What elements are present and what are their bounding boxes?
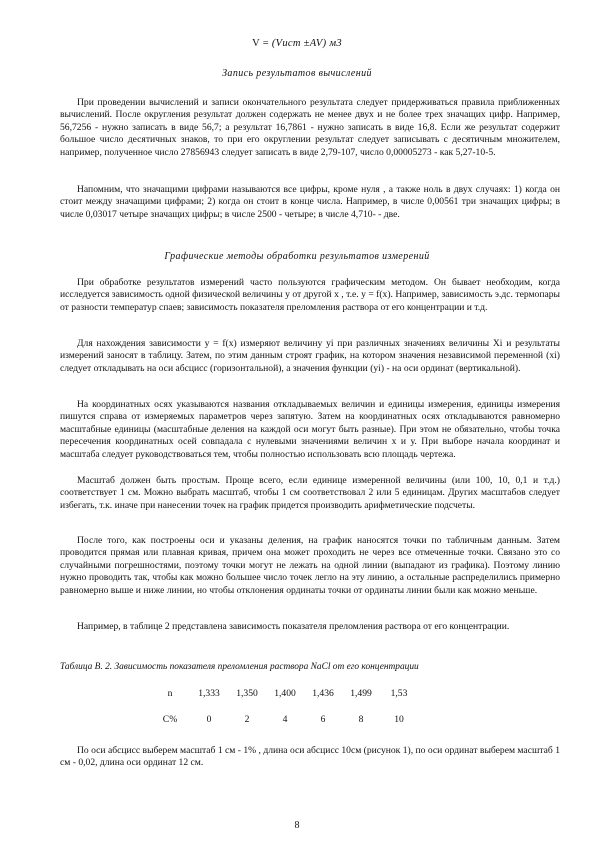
table-caption: Таблица В. 2. Зависимость показателя преломления раствора NaCl от его концентрации [60, 662, 419, 672]
paragraph-axis-scale-choice: По оси абсцисс выберем масштаб 1 см - 1% , длина оси абсцисс 10см (рисунок 1), по оси ординат выберем масштаб 1 см - 0,02, длина оси ординат 12 см. [60, 745, 560, 769]
table-cell: 1,400 [274, 687, 296, 699]
paragraph-finding-dependence: Для нахождения зависимости у = f(x) измеряют величину yi при различных значениях величины Xi и результаты измерений заносят в таблицу. Затем, по этим данным строят график, на котором значения независимой переменной (xi) следует откладывать на оси абсцисс (горизонтальной), а значения функции (yi) - на оси ординат (вертикальной). [60, 338, 560, 374]
data-table [150, 686, 450, 726]
formula-lhs: V = [252, 38, 272, 49]
page-number: 8 [294, 820, 300, 831]
volume-formula [0, 38, 594, 49]
section-heading-graphic-methods: Графические методы обработки результатов измерений [164, 251, 430, 262]
table-cell: 1,53 [390, 687, 408, 699]
section-heading-calculations: Запись результатов вычислений [222, 68, 372, 79]
paragraph-significant-digits: Напомним, что значащими цифрами называются все цифры, кроме нуля , а также ноль в двух случаях: 1) когда он стоит между значащими цифрами; 2) когда он стоит в конце числа. Например, в числе 0,00561 три значащих цифры; в числе 0,03017 четыре значащих цифры; в числе 2500 - четыре; в числе 4,710- - две. [60, 184, 560, 220]
table-row [150, 712, 450, 726]
table-cell: 1,350 [236, 687, 258, 699]
table-cell: 6 [320, 713, 326, 725]
paragraph-graphic-method-intro: При обработке результатов измерений часто пользуются графическим методом. Он бывает необходим, когда исследуется зависимость одной физической величины у от другой х , т.е. у = f(x). Например, зависимость э.дс. термопары от разности температур спаев; зависимость показателя преломления раствора от его концентрации и т.д. [60, 277, 560, 313]
table-cell: 0 [206, 713, 212, 725]
paragraph-scale: Масштаб должен быть простым. Проще всего, если единице измеренной величины (или 100, 10, 0,1 и т.д.) соответствует 1 см. Можно выбрать масштаб, чтобы 1 см соответствовал 2 или 5 единицам. Других масштабов следует избегать, т.к. иначе при нанесении точек на график придется производить арифметические подсчеты. [60, 475, 560, 511]
formula-rhs: (Vист ±AV) м3 [271, 38, 342, 49]
paragraph-plotting-points: После того, как построены оси и указаны деления, на график наносятся точки по табличным данным. Затем проводится прямая или плавная кривая, причем она может проходить не через все отмеченные точки. Связано это со случайными погрешностями, поэтому точки могут не лежать на одной линии (выпадают из графика). Поэтому линию нужно проводить так, чтобы как можно большее число точек легло на эту линию, а остальные распределились примерно равномерно выше и ниже линии, но чтобы отклонения ординаты точки от ординаты линии были как можно меньше. [60, 535, 560, 596]
table-row [150, 686, 450, 700]
row-label-n: n [167, 687, 173, 699]
table-cell: 4 [282, 713, 288, 725]
table-cell: 1,499 [350, 687, 372, 699]
paragraph-rounding-rules: При проведении вычислений и записи окончательного результата следует придерживаться правила приближенных вычислений. После округления результат должен содержать не менее двух и не более трех значащих цифр. Например, 56,7256 - нужно записать в виде 56,7; а результат 16,7861 - нужно записать в виде 16,8. Если же результат содержит большое число десятичных знаков, то при его округлении результат следует записывать с десятичным множителем, например, полученное число 27856943 следует записать в виде 2,79-107, число 0,00005273 - как 5,27-10-5. [60, 97, 560, 158]
table-cell: 10 [394, 713, 404, 725]
table-cell: 1,333 [198, 687, 220, 699]
row-label-concentration: C% [162, 713, 178, 725]
paragraph-coordinate-axes: На координатных осях указываются названия откладываемых величин и единицы измерения, единицы измерения пишутся справа от измеряемых параметров через запятую. Затем на координатных осях откладываются равномерно масштабные единицы (масштабные деления на каждой оси могут быть разные). При этом не обязательно, чтобы точка пересечения координатных осей совпадала с нулевыми значениями величин х и у. При выборе начала координат и масштаба следует руководствоваться тем, чтобы полностью использовать всю площадь чертежа. [60, 399, 560, 460]
table-cell: 1,436 [312, 687, 334, 699]
table-cell: 8 [358, 713, 364, 725]
paragraph-table-reference: Например, в таблице 2 представлена зависимость показателя преломления раствора от его концентрации. [77, 621, 510, 632]
table-cell: 2 [244, 713, 250, 725]
